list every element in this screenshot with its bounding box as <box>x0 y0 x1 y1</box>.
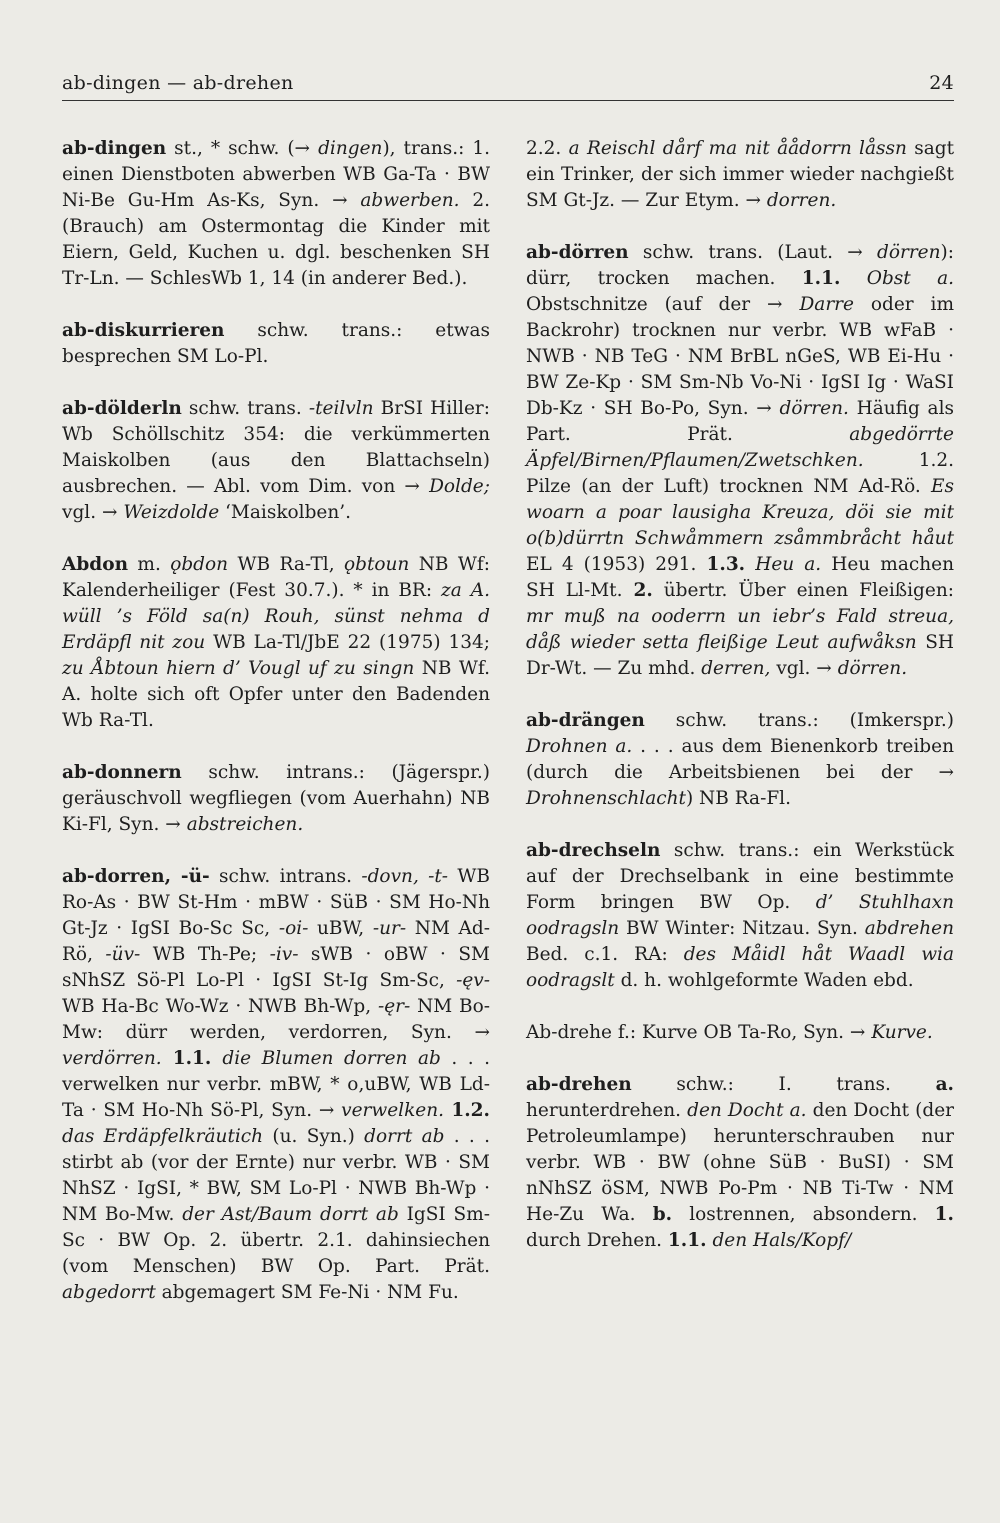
entry-headword: ab-dörren <box>526 242 629 263</box>
entry-italic-text: abgedörrte Äpfel/Birnen/Pflaumen/Zwetschken. <box>526 424 954 471</box>
entry-headword: ab-dorren, -ü- <box>62 866 210 887</box>
entry-text: 1.1. <box>161 1048 223 1069</box>
entry-text: schw. intrans. <box>209 866 362 887</box>
entry-text: vgl. → <box>770 658 838 679</box>
entry-text: schw. trans.: (Imkerspr.) <box>644 710 954 731</box>
entry-headword: ab-donnern <box>62 762 182 783</box>
entry-italic-text: Heu a. <box>755 554 822 575</box>
entry-italic-text: a Reischl dårf ma nit åådorrn låssn <box>568 138 907 159</box>
entry-text: WB Ro-As · BW St-Hm · mBW · SüB · SM Ho-Nh Gt-Jz · IgSI Bo-Sc Sc, <box>62 866 490 939</box>
entry-text: übertr. Über einen Fleißigen: <box>652 580 955 601</box>
entry-text: . . . aus dem Bienenkorb treiben (durch die Arbeitsbienen bei der → <box>526 736 954 783</box>
entry-text: WB Ra-Tl, <box>228 554 344 575</box>
header-rule <box>62 100 954 101</box>
entry-text: sWB · oBW · SM sNhSZ Sö-Pl Lo-Pl · IgSI St-Ig Sm-Sc, <box>62 944 490 991</box>
entry-italic-text: ǫbdon <box>170 554 229 575</box>
entry-text: lostrennen, absondern. <box>672 1204 935 1225</box>
entry-text: st., * schw. (→ <box>166 138 319 159</box>
entry-text: Ab-drehe f.: Kurve OB Ta-Ro, Syn. → <box>526 1022 872 1043</box>
left-column <box>62 136 490 1332</box>
entry-text: uBW, <box>308 918 373 939</box>
entry-text: NM Bo-Mw: dürr werden, verdorren, Syn. → <box>62 996 490 1043</box>
entry-italic-text: abstreichen. <box>186 814 304 835</box>
entry-italic-text: des Måidl håt Waadl wia oodragslt <box>526 944 955 991</box>
dictionary-entry <box>62 318 490 370</box>
entry-text: schw.: I. trans. <box>631 1074 936 1095</box>
entry-text: ), trans.: 1. einen Dienstboten abwerben WB Ga-Ta · BW Ni-Be Gu-Hm As-Ks, Syn. → <box>62 138 491 211</box>
entry-italic-text: Weizdolde <box>123 502 220 523</box>
entry-text: (u. Syn.) <box>263 1126 365 1147</box>
entry-headword: ab-diskurrieren <box>62 320 225 341</box>
entry-text: . . . verwelken nur verbr. mBW, * o,uBW, WB Ld-Ta · SM Ho-Nh Sö-Pl, Syn. → <box>62 1048 490 1121</box>
entry-text: durch Drehen. <box>526 1230 668 1251</box>
entry-text: WB Th-Pe; <box>140 944 270 965</box>
entry-italic-text: dörren. <box>779 398 849 419</box>
entry-italic-text: den Hals/Kopf/ <box>712 1230 852 1251</box>
entry-headword: Abdon <box>62 554 129 575</box>
entry-text: 1.1. <box>801 268 841 289</box>
entry-italic-text: verdörren. <box>62 1048 162 1069</box>
running-title: ab-dingen — ab-drehen <box>62 72 294 94</box>
entry-text: 2. <box>633 580 653 601</box>
entry-italic-text: dorren. <box>766 190 837 211</box>
entry-italic-text: abwerben. <box>360 190 460 211</box>
entry-italic-text: dorrt ab <box>364 1126 445 1147</box>
entry-text: Bed. c.1. RA: <box>526 944 684 965</box>
dictionary-entry <box>526 136 954 214</box>
entry-text: 1.2. Pilze (an der Luft) trocknen NM Ad-Rö. <box>526 450 954 497</box>
entry-italic-text: die Blumen dorren ab <box>222 1048 441 1069</box>
entry-headword: ab-drehen <box>526 1074 632 1095</box>
entry-text: WB La-Tl/JbE 22 (1975) 134; <box>205 632 490 653</box>
entry-text: schw. intrans.: (Jägerspr.) geräuschvoll wegfliegen (vom Auerhahn) NB Ki-Fl, Syn. → <box>62 762 490 835</box>
dictionary-entry <box>526 240 954 682</box>
dictionary-entry <box>62 396 490 526</box>
entry-italic-text: -ęv- <box>456 970 490 991</box>
page-header <box>62 72 954 94</box>
entry-italic-text: Drohnen a. <box>526 736 633 757</box>
entry-text: ) NB Ra-Fl. <box>685 788 791 809</box>
entry-text: Obstschnitze (auf der → <box>526 294 800 315</box>
entry-text: schw. trans. <box>181 398 309 419</box>
dictionary-entry <box>526 708 954 812</box>
entry-italic-text: Obst a. <box>866 268 954 289</box>
entry-italic-text: za A. wüll ’s Föld sa(n) Rouh, sünst nehma d Erdäpfl nit zou <box>62 580 490 653</box>
entry-text: schw. trans. (Laut. → <box>628 242 878 263</box>
entry-text: . . . stirbt ab (vor der Ernte) nur verbr. WB · SM NhSZ · IgSI, * BW, SM Lo-Pl · NWB Bh-Wp · NM Bo-Mw. <box>62 1126 490 1225</box>
entry-italic-text: das Erdäpfelkräutich <box>62 1126 264 1147</box>
entry-text: BrSI Hiller: Wb Schöllschitz 354: die verkümmerten Maiskolben (aus den Blattachseln) ausbrechen. — Abl. vom Dim. von → <box>62 398 490 497</box>
entry-italic-text: den Docht a. <box>687 1100 807 1121</box>
entry-text: sagt ein Trinker, der sich immer wieder nachgießt SM Gt-Jz. — Zur Etym. → <box>526 138 955 211</box>
entry-text: ‘Maiskolben’. <box>219 502 352 523</box>
entry-text: d. h. wohlgeformte Waden ebd. <box>614 970 914 991</box>
entry-italic-text: abdrehen <box>864 918 954 939</box>
entry-italic-text: Kurve. <box>871 1022 933 1043</box>
entry-italic-text: -ęr- <box>377 996 411 1017</box>
entry-italic-text: dörren <box>877 242 941 263</box>
entry-text: NM Ad-Rö, <box>62 918 490 965</box>
entry-italic-text: -üv- <box>105 944 141 965</box>
entry-text: NB Wf: Kalenderheiliger (Fest 30.7.). * in BR: <box>62 554 490 601</box>
entry-headword: ab-drechseln <box>526 840 661 861</box>
entry-text: vgl. → <box>62 502 124 523</box>
entry-text: 2.2. <box>526 138 569 159</box>
entry-italic-text: Drohnenschlacht <box>526 788 686 809</box>
entry-italic-text: -teilvln <box>308 398 374 419</box>
entry-italic-text: der Ast/Baum dorrt ab <box>182 1204 399 1225</box>
entry-text: 1. <box>934 1204 954 1225</box>
entry-text: WB Ha-Bc Wo-Wz · NWB Bh-Wp, <box>62 996 378 1017</box>
entry-text: BW Winter: Nitzau. Syn. <box>619 918 865 939</box>
entry-italic-text: Dolde; <box>429 476 490 497</box>
entry-text: m. <box>128 554 171 575</box>
entry-headword: ab-dölderln <box>62 398 182 419</box>
dictionary-entry <box>526 1020 954 1046</box>
entry-headword: ab-dingen <box>62 138 167 159</box>
entry-text: 1.2. <box>444 1100 490 1121</box>
entry-italic-text: -oi- <box>278 918 309 939</box>
entry-italic-text: -dovn, -t- <box>361 866 449 887</box>
entry-italic-text: Darre <box>799 294 854 315</box>
entry-text: herunterdrehen. <box>526 1100 688 1121</box>
entry-text: SH Dr-Wt. — Zu mhd. <box>526 632 955 679</box>
dictionary-entry <box>62 552 490 734</box>
dictionary-entry <box>62 760 490 838</box>
entry-text: b. <box>652 1204 673 1225</box>
entry-text: Heu machen SH Ll-Mt. <box>526 554 954 601</box>
entry-text <box>745 554 755 575</box>
entry-text: schw. trans.: ein Werkstück auf der Drechselbank in eine bestimmte Form bringen BW Op. <box>526 840 954 913</box>
entry-italic-text: -iv- <box>269 944 299 965</box>
entry-italic-text: -ur- <box>372 918 407 939</box>
entry-text: 1.1. <box>667 1230 707 1251</box>
entry-italic-text: zu Åbtoun hiern d’ Vougl uf zu singn <box>62 658 415 679</box>
entry-italic-text: dingen <box>318 138 383 159</box>
entry-text: schw. trans.: etwas besprechen SM Lo-Pl. <box>62 320 490 367</box>
entry-text: 1.3. <box>706 554 746 575</box>
entry-text: oder im Backrohr) trocknen nur verbr. WB wFaB · NWB · NB TeG · NM BrBL nGeS, WB Ei-Hu · BW Ze-Kp · SM Sm-Nb Vo-Ni · IgSI Ig · WaSI Db-Kz · SH Bo-Po, Syn. → <box>526 294 954 419</box>
entry-text: Häufig als Part. Prät. <box>526 398 954 445</box>
entry-headword: ab-drängen <box>526 710 645 731</box>
right-column <box>526 136 954 1280</box>
entry-text: EL 4 (1953) 291. <box>526 554 707 575</box>
entry-italic-text: Es woarn a poar lausigha Kreuza, döi sie mit o(b)dürrtn Schwåmmern zsåmmbråcht håut <box>526 476 954 549</box>
entry-italic-text: dörren. <box>837 658 908 679</box>
entry-text: NB Wf. A. holte sich oft Opfer unter den Badenden Wb Ra-Tl. <box>62 658 490 731</box>
dictionary-entry <box>62 136 490 292</box>
entry-italic-text: mr muß na ooderrn un iebr’s Fald streua, dåß wieder setta fleißige Leut aufwåksn <box>526 606 954 653</box>
entry-text: 2. (Brauch) am Ostermontag die Kinder mit Eiern, Geld, Kuchen u. dgl. beschenken SH Tr-Ln. — SchlesWb 1, 14 (in anderer Bed.). <box>62 190 490 289</box>
entry-italic-text: derren, <box>701 658 771 679</box>
entry-italic-text: abgedorrt <box>62 1282 156 1303</box>
entry-italic-text: ǫbtoun <box>343 554 410 575</box>
entry-text: ): dürr, trocken machen. <box>526 242 954 289</box>
dictionary-entry <box>62 864 490 1306</box>
entry-text: a. <box>935 1074 954 1095</box>
entry-text: den Docht (der Petroleumlampe) herunterschrauben nur verbr. WB · BW (ohne SüB · BuSI) · SM nNhSZ öSM, NWB Po-Pm · NB Ti-Tw · NM He-Zu Wa. <box>526 1100 954 1225</box>
entry-italic-text: verwelken. <box>341 1100 445 1121</box>
entry-text: abgemagert SM Fe-Ni · NM Fu. <box>155 1282 459 1303</box>
entry-text <box>840 268 866 289</box>
dictionary-entry <box>526 838 954 994</box>
dictionary-entry <box>526 1072 954 1254</box>
page-number: 24 <box>929 72 954 94</box>
entry-italic-text: d’ Stuhlhaxn oodragsln <box>526 892 954 939</box>
entry-text: IgSI Sm-Sc · BW Op. 2. übertr. 2.1. dahinsiechen (vom Menschen) BW Op. Part. Prät. <box>62 1204 490 1277</box>
